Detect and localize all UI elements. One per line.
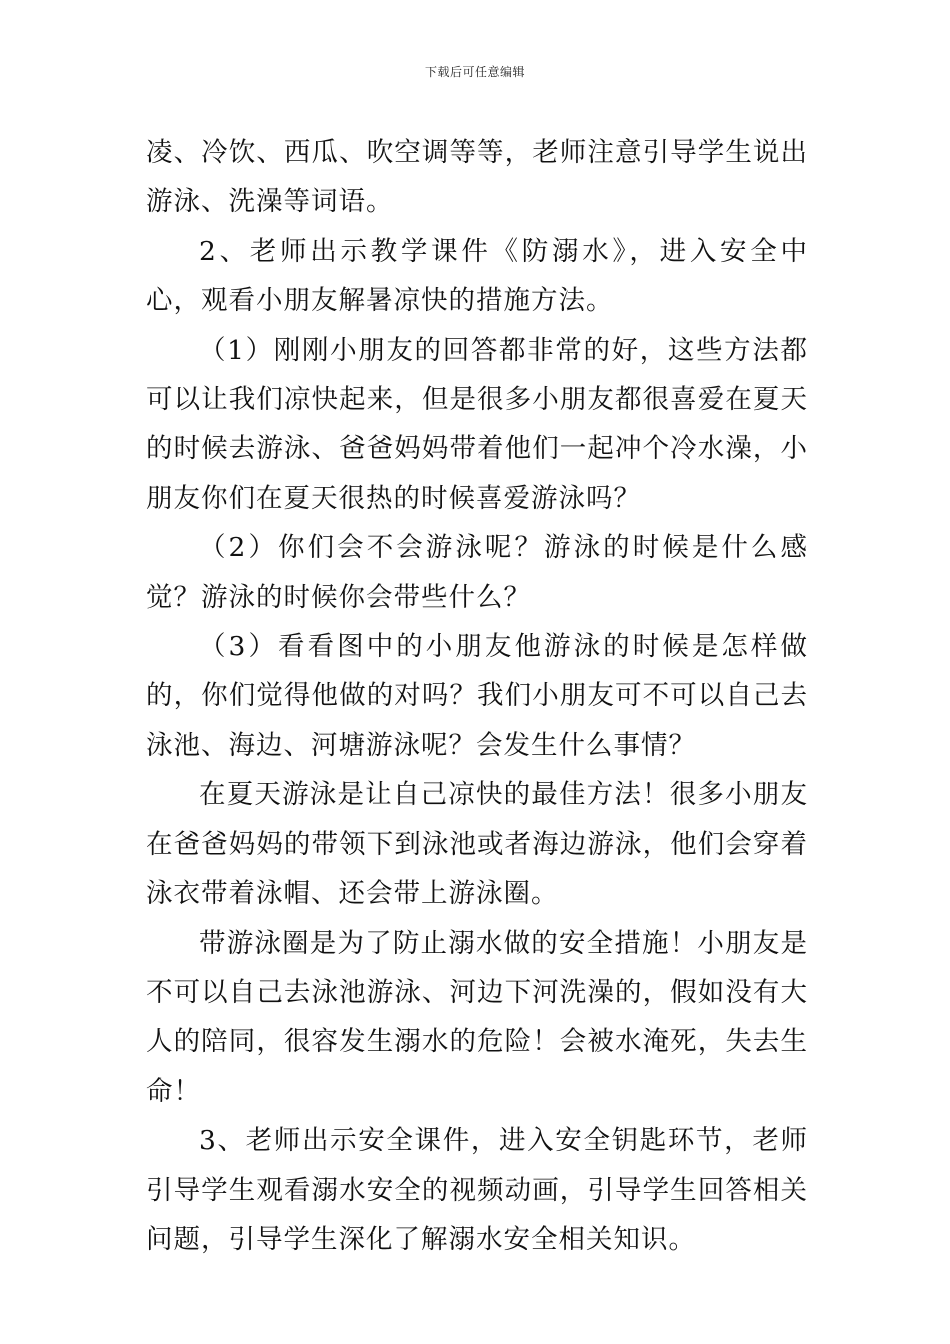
paragraph-step-3: 3、老师出示安全课件，进入安全钥匙环节，老师引导学生观看溺水安全的视频动画，引导学生回答相关问题，引导学生深化了解溺水安全相关知识。 [146,1125,808,1255]
paragraph-continuation: 凌、冷饮、西瓜、吹空调等等，老师注意引导学生说出游泳、洗澡等词语。 [146,137,808,218]
page-header: 下载后可任意编辑 [424,65,525,79]
paragraph-safety-ring: 带游泳圈是为了防止溺水做的安全措施！小朋友是不可以自己去泳池游泳、河边下河洗澡的，假如没有大人的陪同，很容发生溺水的危险！会被水淹死，失去生命！ [146,927,808,1107]
paragraph-summer-swimming: 在夏天游泳是让自己凉快的最佳方法！很多小朋友在爸爸妈妈的带领下到泳池或者海边游泳，他们会穿着泳衣带着泳帽、还会带上游泳圈。 [146,779,808,910]
paragraph-question-2: （2）你们会不会游泳呢？游泳的时候是什么感觉？游泳的时候你会带些什么？ [146,532,808,613]
paragraph-question-3: （3）看看图中的小朋友他游泳的时候是怎样做的，你们觉得他做的对吗？我们小朋友可不可以自己去泳池、海边、河塘游泳呢？会发生什么事情？ [146,631,808,761]
paragraph-step-2: 2、老师出示教学课件《防溺水》，进入安全中心，观看小朋友解暑凉快的措施方法。 [146,235,808,317]
paragraph-question-1: （1）刚刚小朋友的回答都非常的好，这些方法都可以让我们凉快起来，但是很多小朋友都很喜爱在夏天的时候去游泳、爸爸妈妈带着他们一起冲个冷水澡，小朋友你们在夏天很热的时候喜爱游泳吗？ [146,334,808,514]
document-body [146,128,808,1264]
